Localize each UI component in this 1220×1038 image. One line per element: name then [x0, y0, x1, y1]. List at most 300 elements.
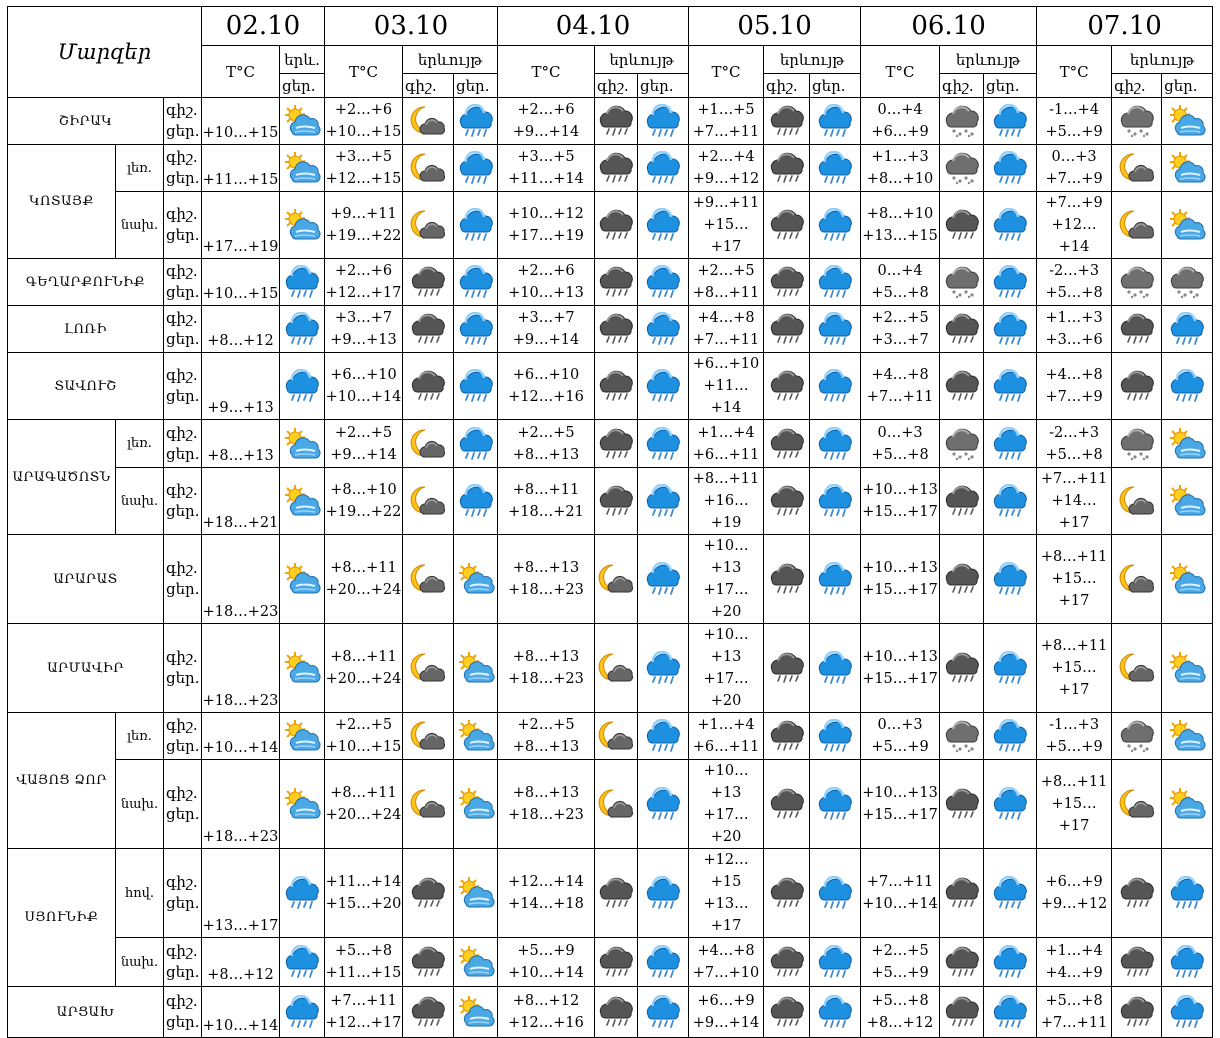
- weather-icon-cell: [810, 713, 861, 760]
- rain-cloud-icon: [638, 369, 688, 403]
- weather-icon-cell: [454, 145, 498, 192]
- day-temperature: +8…+13: [512, 739, 580, 755]
- temperature-range: [689, 938, 764, 987]
- dark-rain-icon: [940, 995, 983, 1029]
- weather-icon-cell: [984, 760, 1037, 849]
- weather-icon-cell: [403, 713, 454, 760]
- night-temperature: +2…+6: [517, 102, 575, 118]
- night-temperature: +9…+11: [692, 195, 760, 211]
- day-temperature: +18…+23: [508, 582, 584, 598]
- region-name: ԿՈՏԱՅՔ: [8, 145, 116, 259]
- weather-icon-cell: [280, 987, 325, 1038]
- forecast-table: [7, 6, 1213, 1038]
- day-temperature: +4…+9: [1045, 965, 1103, 981]
- weather-icon-cell: [764, 306, 810, 353]
- rain-cloud-icon: [984, 787, 1036, 821]
- sun-cloud-icon: [280, 151, 324, 185]
- temperature-range: [861, 760, 940, 849]
- day-subheader: ցեր.: [280, 74, 325, 98]
- sun-cloud-icon: [454, 651, 497, 685]
- day-temperature: +6…+11: [692, 739, 760, 755]
- night-temperature: +1…+4: [697, 424, 755, 441]
- day-temperature: +7…+9: [1045, 171, 1103, 187]
- temperature-range: [498, 760, 595, 849]
- temperature-range: [1037, 535, 1112, 624]
- temperature-range: [325, 145, 403, 192]
- moon-cloud-icon: [1112, 208, 1161, 242]
- dark-rain-icon: [595, 208, 637, 242]
- rain-cloud-icon: [984, 945, 1036, 979]
- weather-icon-cell: [940, 192, 984, 259]
- rain-cloud-icon: [638, 787, 688, 821]
- night-temperature: 0…+3: [877, 424, 923, 441]
- night-day-labels: [164, 259, 202, 306]
- day-temperature: +17…+20: [703, 582, 749, 620]
- rain-cloud-icon: [454, 427, 497, 461]
- weather-icon-cell: [280, 145, 325, 192]
- night-label: գիշ.: [166, 148, 198, 166]
- temperature-range: [498, 535, 595, 624]
- night-label: գիշ.: [166, 873, 198, 891]
- rain-cloud-icon: [638, 945, 688, 979]
- night-temperature: +8…+11: [512, 482, 580, 498]
- subregion-label: նախ.: [116, 760, 164, 849]
- night-day-labels: [164, 713, 202, 760]
- weather-icon-cell: [940, 938, 984, 987]
- dark-rain-icon: [764, 265, 809, 299]
- weather-icon-cell: [638, 306, 689, 353]
- dark-rain-icon: [764, 369, 809, 403]
- day-temperature: +18…+21: [202, 468, 280, 535]
- day-temperature: +15…+17: [1051, 571, 1097, 609]
- night-temperature: +8…+13: [512, 785, 580, 801]
- rain-cloud-icon: [638, 995, 688, 1029]
- night-temperature: +9…+11: [330, 206, 397, 222]
- rain-cloud-icon: [454, 265, 497, 299]
- weather-icon-cell: [280, 353, 325, 420]
- night-temperature: +10…+13: [862, 649, 938, 665]
- rain-cloud-icon: [810, 369, 860, 403]
- day-label: ցեր.: [166, 963, 200, 981]
- day-temperature: +7…+11: [692, 332, 760, 348]
- weather-icon-cell: [764, 535, 810, 624]
- temperature-range: [498, 713, 595, 760]
- temperature-range: [1037, 145, 1112, 192]
- region-name: ՎԱՅՈՑ ՁՈՐ: [8, 713, 116, 849]
- region-name: ԳԵՂԱՐՔՈՒՆԻՔ: [8, 259, 164, 306]
- weather-icon-cell: [1162, 192, 1213, 259]
- dark-rain-icon: [764, 151, 809, 185]
- night-temperature: +3…+7: [334, 310, 393, 326]
- night-temperature: +6…+10: [512, 367, 580, 383]
- night-temperature: +12…+15: [703, 852, 749, 890]
- weather-icon-cell: [638, 145, 689, 192]
- day-temperature: +18…+23: [508, 671, 584, 687]
- subregion-label: նախ.: [116, 192, 164, 259]
- weather-icon-cell: [1112, 760, 1162, 849]
- weather-icon-cell: [638, 98, 689, 145]
- sun-cloud-icon: [454, 562, 497, 596]
- weather-icon-cell: [764, 760, 810, 849]
- moon-cloud-icon: [1112, 787, 1161, 821]
- weather-icon-cell: [764, 259, 810, 306]
- weather-icon-cell: [1162, 938, 1213, 987]
- temperature-range: [498, 353, 595, 420]
- day-label: ցեր.: [166, 226, 200, 244]
- rain-cloud-icon: [984, 208, 1036, 242]
- temperature-range: [498, 624, 595, 713]
- weather-icon-cell: [940, 624, 984, 713]
- rain-cloud-icon: [984, 719, 1036, 753]
- weather-icon-cell: [984, 849, 1037, 938]
- rain-cloud-icon: [454, 104, 497, 138]
- day-temperature: +18…+23: [202, 535, 280, 624]
- weather-icon-cell: [984, 145, 1037, 192]
- dark-rain-icon: [595, 876, 637, 910]
- weather-icon-cell: [1162, 468, 1213, 535]
- weather-icon-cell: [403, 306, 454, 353]
- rain-cloud-icon: [638, 265, 688, 299]
- weather-icon-cell: [638, 468, 689, 535]
- sleet-icon: [940, 719, 983, 753]
- day-temperature: +10…+14: [325, 389, 402, 405]
- day-temperature: +15…+20: [325, 896, 402, 912]
- weather-icon-cell: [940, 987, 984, 1038]
- night-subheader: գիշ.: [1112, 74, 1162, 98]
- temp-header: T°C: [689, 46, 764, 98]
- weather-icon-cell: [595, 760, 638, 849]
- day-temperature: +11…+15: [202, 145, 280, 192]
- weather-icon-cell: [280, 535, 325, 624]
- day-temperature: +12…+16: [508, 1015, 584, 1031]
- day-label: ցեր.: [166, 502, 200, 520]
- weather-icon-cell: [940, 713, 984, 760]
- weather-icon-cell: [1112, 468, 1162, 535]
- weather-icon-cell: [810, 145, 861, 192]
- temperature-range: [1037, 938, 1112, 987]
- day-temperature: +19…+22: [325, 504, 402, 520]
- weather-icon-cell: [810, 306, 861, 353]
- sun-cloud-icon: [280, 484, 324, 518]
- rain-cloud-icon: [984, 312, 1036, 346]
- weather-icon-cell: [984, 987, 1037, 1038]
- weather-icon-cell: [984, 535, 1037, 624]
- weather-icon-cell: [595, 353, 638, 420]
- weather-icon-cell: [595, 420, 638, 468]
- day-subheader: ցեր.: [454, 74, 498, 98]
- weather-icon-cell: [810, 535, 861, 624]
- day-temperature: +20…+24: [325, 807, 402, 823]
- weather-icon-cell: [638, 849, 689, 938]
- weather-icon-cell: [403, 192, 454, 259]
- night-temperature: -2…+3: [1049, 263, 1100, 279]
- rain-cloud-icon: [1162, 945, 1212, 979]
- day-temperature: +5…+9: [1045, 124, 1103, 140]
- moon-cloud-icon: [1112, 562, 1161, 596]
- temp-header: T°C: [325, 46, 403, 98]
- temperature-range: [1037, 259, 1112, 306]
- dark-rain-icon: [764, 945, 809, 979]
- dark-rain-icon: [595, 265, 637, 299]
- weather-icon-cell: [764, 849, 810, 938]
- weather-icon-cell: [764, 938, 810, 987]
- weather-icon-cell: [403, 353, 454, 420]
- temperature-range: [1037, 987, 1112, 1038]
- region-name: ՍՅՈՒՆԻՔ: [8, 849, 116, 987]
- night-day-labels: [164, 145, 202, 192]
- temperature-range: [689, 624, 764, 713]
- rain-cloud-icon: [454, 312, 497, 346]
- moon-cloud-icon: [403, 427, 453, 461]
- sun-cloud-icon: [280, 208, 324, 242]
- weather-icon-cell: [1112, 259, 1162, 306]
- temp-header: T°C: [498, 46, 595, 98]
- night-label: գիշ.: [166, 205, 198, 223]
- weather-icon-cell: [454, 713, 498, 760]
- temperature-range: [689, 98, 764, 145]
- night-temperature: +1…+3: [1045, 310, 1103, 326]
- rain-cloud-icon: [638, 651, 688, 685]
- date-header: 05.10: [689, 7, 861, 46]
- night-temperature: +2…+5: [871, 943, 929, 959]
- rain-cloud-icon: [810, 651, 860, 685]
- day-temperature: +8…+10: [866, 171, 934, 187]
- dark-rain-icon: [764, 787, 809, 821]
- day-temperature: +6…+9: [871, 124, 929, 140]
- dark-rain-icon: [764, 208, 809, 242]
- night-temperature: +8…+10: [866, 206, 934, 222]
- temperature-range: [1037, 624, 1112, 713]
- day-temperature: +8…+12: [202, 306, 280, 353]
- weather-icon-cell: [1112, 938, 1162, 987]
- day-temperature: +9…+12: [692, 171, 760, 187]
- weather-icon-cell: [810, 624, 861, 713]
- dark-rain-icon: [940, 484, 983, 518]
- rain-cloud-icon: [984, 651, 1036, 685]
- rain-cloud-icon: [810, 208, 860, 242]
- night-temperature: 0…+4: [877, 102, 923, 118]
- dark-rain-icon: [764, 876, 809, 910]
- temperature-range: [861, 849, 940, 938]
- sun-cloud-icon: [280, 427, 324, 461]
- night-temperature: +4…+8: [1045, 367, 1103, 383]
- rain-cloud-icon: [454, 484, 497, 518]
- day-temperature: +10…+15: [202, 98, 280, 145]
- night-temperature: +8…+13: [512, 649, 580, 665]
- day-temperature: +6…+11: [692, 446, 760, 463]
- rain-cloud-icon: [638, 104, 688, 138]
- night-day-labels: [164, 192, 202, 259]
- rain-cloud-icon: [810, 104, 860, 138]
- weather-icon-cell: [454, 420, 498, 468]
- dark-rain-icon: [403, 945, 453, 979]
- sleet-icon: [1112, 719, 1161, 753]
- weather-icon-cell: [280, 938, 325, 987]
- night-temperature: +2…+5: [517, 424, 575, 441]
- night-temperature: +7…+9: [1045, 195, 1103, 211]
- sun-cloud-icon: [1162, 104, 1212, 138]
- night-day-labels: [164, 849, 202, 938]
- weather-icon-cell: [638, 192, 689, 259]
- night-day-labels: [164, 760, 202, 849]
- weather-icon-cell: [810, 938, 861, 987]
- temperature-range: [689, 306, 764, 353]
- dark-rain-icon: [403, 995, 453, 1029]
- night-subheader: գիշ.: [940, 74, 984, 98]
- weather-icon-cell: [1112, 987, 1162, 1038]
- sleet-icon: [1112, 427, 1161, 461]
- temperature-range: [325, 624, 403, 713]
- night-temperature: -1…+4: [1049, 102, 1100, 118]
- sleet-icon: [940, 427, 983, 461]
- night-label: գիշ.: [166, 559, 198, 577]
- day-temperature: +16…+19: [703, 493, 749, 531]
- weather-icon-cell: [764, 420, 810, 468]
- temperature-range: [498, 849, 595, 938]
- night-temperature: +7…+11: [866, 874, 934, 890]
- night-temperature: +3…+5: [334, 149, 393, 165]
- night-temperature: +8…+11: [1040, 549, 1108, 565]
- weather-icon-cell: [1162, 306, 1213, 353]
- night-temperature: +4…+8: [697, 310, 755, 326]
- night-day-labels: [164, 938, 202, 987]
- day-temperature: +8…+13: [512, 446, 580, 463]
- weather-icon-cell: [810, 192, 861, 259]
- night-temperature: +4…+8: [697, 943, 755, 959]
- sun-cloud-icon: [1162, 427, 1212, 461]
- phenomenon-header: երև.: [280, 46, 325, 74]
- temperature-range: [1037, 849, 1112, 938]
- day-label: ցեր.: [166, 169, 200, 187]
- night-label: գիշ.: [166, 784, 198, 802]
- temperature-range: [498, 420, 595, 468]
- rain-cloud-icon: [638, 562, 688, 596]
- day-label: ցեր.: [166, 283, 200, 301]
- dark-rain-icon: [403, 876, 453, 910]
- rain-cloud-icon: [638, 484, 688, 518]
- sun-cloud-icon: [1162, 719, 1212, 753]
- temperature-range: [325, 306, 403, 353]
- rain-cloud-icon: [638, 876, 688, 910]
- weather-icon-cell: [984, 468, 1037, 535]
- dark-rain-icon: [764, 719, 809, 753]
- night-label: գիշ.: [166, 481, 198, 499]
- temperature-range: [498, 987, 595, 1038]
- night-temperature: +2…+6: [334, 263, 393, 279]
- night-day-labels: [164, 98, 202, 145]
- region-name: ԼՈՌԻ: [8, 306, 164, 353]
- day-temperature: +12…+14: [1051, 217, 1097, 255]
- rain-cloud-icon: [280, 312, 324, 346]
- rain-cloud-icon: [984, 151, 1036, 185]
- temperature-range: [498, 938, 595, 987]
- moon-cloud-icon: [595, 651, 637, 685]
- weather-icon-cell: [595, 145, 638, 192]
- day-temperature: +13…+17: [703, 896, 749, 934]
- rain-cloud-icon: [810, 427, 860, 461]
- weather-icon-cell: [638, 987, 689, 1038]
- night-day-labels: [164, 353, 202, 420]
- region-row: [8, 353, 1213, 420]
- weather-icon-cell: [984, 938, 1037, 987]
- region-row: [8, 713, 1213, 760]
- day-temperature: +15…+17: [703, 217, 749, 255]
- day-subheader: ցեր.: [1162, 74, 1213, 98]
- rain-cloud-icon: [280, 945, 324, 979]
- day-temperature: +9…+14: [692, 1015, 760, 1031]
- rain-cloud-icon: [810, 945, 860, 979]
- night-temperature: +2…+5: [697, 263, 755, 279]
- night-day-labels: [164, 420, 202, 468]
- dark-rain-icon: [764, 995, 809, 1029]
- temperature-range: [325, 98, 403, 145]
- night-temperature: +2…+5: [517, 717, 575, 733]
- day-temperature: +20…+24: [325, 582, 402, 598]
- rain-cloud-icon: [1162, 876, 1212, 910]
- day-temperature: +10…+15: [202, 259, 280, 306]
- temperature-range: [689, 987, 764, 1038]
- weather-icon-cell: [280, 306, 325, 353]
- rain-cloud-icon: [984, 995, 1036, 1029]
- rain-cloud-icon: [984, 265, 1036, 299]
- day-temperature: +5…+9: [1045, 739, 1103, 755]
- day-temperature: +18…+21: [508, 504, 584, 520]
- sun-cloud-icon: [454, 945, 497, 979]
- weather-icon-cell: [454, 760, 498, 849]
- day-temperature: +5…+8: [1045, 285, 1103, 301]
- night-subheader: գիշ.: [764, 74, 810, 98]
- temperature-range: [861, 192, 940, 259]
- night-temperature: +8…+11: [1040, 638, 1108, 654]
- rain-cloud-icon: [810, 265, 860, 299]
- night-temperature: +10…+13: [862, 482, 938, 498]
- day-temperature: +15…+17: [862, 504, 938, 520]
- dark-rain-icon: [595, 484, 637, 518]
- day-temperature: +3…+7: [871, 332, 929, 348]
- sun-cloud-icon: [1162, 562, 1212, 596]
- temperature-range: [689, 760, 764, 849]
- day-temperature: +5…+8: [871, 446, 929, 463]
- moon-cloud-icon: [403, 651, 453, 685]
- weather-icon-cell: [940, 849, 984, 938]
- temperature-range: [689, 259, 764, 306]
- night-label: գիշ.: [166, 423, 198, 442]
- night-temperature: +2…+6: [517, 263, 575, 279]
- night-temperature: +10…+13: [703, 538, 749, 576]
- night-subheader: գիշ.: [595, 74, 638, 98]
- rain-cloud-icon: [984, 369, 1036, 403]
- temperature-range: [861, 938, 940, 987]
- night-temperature: +6…+9: [697, 993, 755, 1009]
- sleet-icon: [1162, 265, 1212, 299]
- night-temperature: +8…+11: [330, 785, 397, 801]
- day-temperature: +9…+14: [512, 124, 580, 140]
- rain-cloud-icon: [638, 312, 688, 346]
- rain-cloud-icon: [984, 562, 1036, 596]
- day-label: ցեր.: [166, 1013, 200, 1031]
- temperature-range: [861, 145, 940, 192]
- sun-cloud-icon: [1162, 208, 1212, 242]
- temperature-range: [1037, 760, 1112, 849]
- weather-icon-cell: [403, 98, 454, 145]
- weather-icon-cell: [1162, 420, 1213, 468]
- day-temperature: +13…+17: [202, 849, 280, 938]
- day-subheader: ցեր.: [638, 74, 689, 98]
- region-row: [8, 938, 1213, 987]
- moon-cloud-icon: [403, 719, 453, 753]
- weather-icon-cell: [1162, 713, 1213, 760]
- sun-cloud-icon: [454, 995, 497, 1029]
